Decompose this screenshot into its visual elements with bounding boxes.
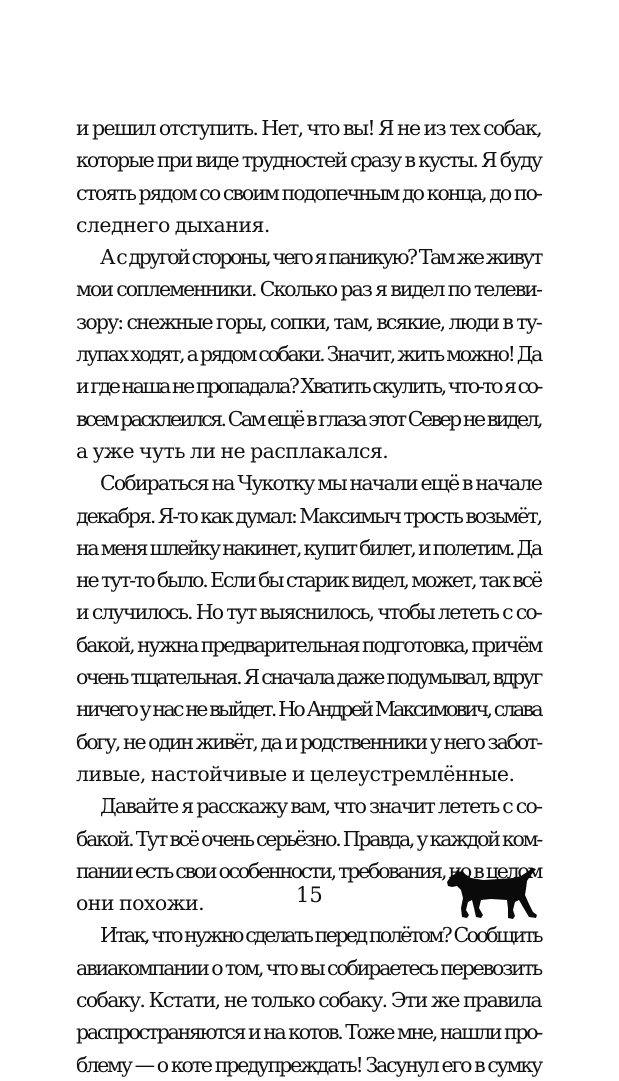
text-line: а уже чуть ли не расплакался. xyxy=(76,438,389,463)
text-line: лупах ходят, а рядом собаки. Значит, жить можно! Да xyxy=(76,342,541,367)
text-line: и случилось. Но тут выяснилось, чтобы лететь с со- xyxy=(76,600,541,625)
text-line: Собираться на Чукотку мы начали ещё в начале xyxy=(100,471,541,496)
text-line: богу, не один живёт, да и родственники у него забот- xyxy=(76,729,541,754)
text-line: пании есть свои особенности, требования, но в целом xyxy=(76,858,542,883)
text-line: А с другой стороны, чего я паникую? Там же живут xyxy=(100,245,541,270)
text-line: и решил отступить. Нет, что вы! Я не из тех собак, xyxy=(76,116,541,140)
text-line: стоять рядом со своим подопечным до конца, до по- xyxy=(76,180,541,205)
page-number: 15 xyxy=(296,883,323,907)
text-line: и где наша не пропадала? Хватить скулить, что-то я со- xyxy=(76,374,542,399)
body-text xyxy=(76,112,541,1081)
text-line: не тут-то было. Если бы старик видел, может, так всё xyxy=(76,568,541,593)
text-line: Итак, что нужно сделать перед полётом? Сообщить xyxy=(100,923,541,948)
text-line: Давайте я расскажу вам, что значит лететь с со- xyxy=(100,794,542,819)
text-line: бакой. Тут всё очень серьёзно. Правда, у каждой ком- xyxy=(76,826,541,851)
text-line: блему — о коте предупреждать! Засунул его в сумку xyxy=(76,1052,541,1077)
text-line: следнего дыхания. xyxy=(76,212,270,237)
text-line: на меня шлейку накинет, купит билет, и полетим. Да xyxy=(76,535,541,560)
dog-silhouette-icon xyxy=(443,862,541,920)
text-line: они похожи. xyxy=(76,891,205,916)
text-line: декабря. Я-то как думал: Максимыч трость возьмёт, xyxy=(76,503,542,528)
text-line: очень тщательная. Я сначала даже подумывал, вдруг xyxy=(76,665,541,690)
text-line: распространяются и на котов. Тоже мне, нашли про- xyxy=(76,1020,541,1045)
text-line: бакой, нужна предварительная подготовка, причём xyxy=(76,632,542,657)
text-line: ничего у нас не выйдет. Но Андрей Максимович, слава xyxy=(76,697,541,722)
text-line: которые при виде трудностей сразу в кусты. Я буду xyxy=(76,148,541,173)
text-line: ливые, настойчивые и целеустремлённые. xyxy=(76,761,515,786)
text-line: зору: снежные горы, сопки, там, всякие, люди в ту- xyxy=(76,309,541,334)
text-line: авиакомпании о том, что вы собираетесь перевозить xyxy=(76,955,541,980)
text-line: мои соплеменники. Сколько раз я видел по телеви- xyxy=(76,277,541,302)
text-line: всем расклеился. Сам ещё в глаза этот Север не видел, xyxy=(76,406,541,431)
text-line: собаку. Кстати, не только собаку. Эти же правила xyxy=(76,988,541,1013)
